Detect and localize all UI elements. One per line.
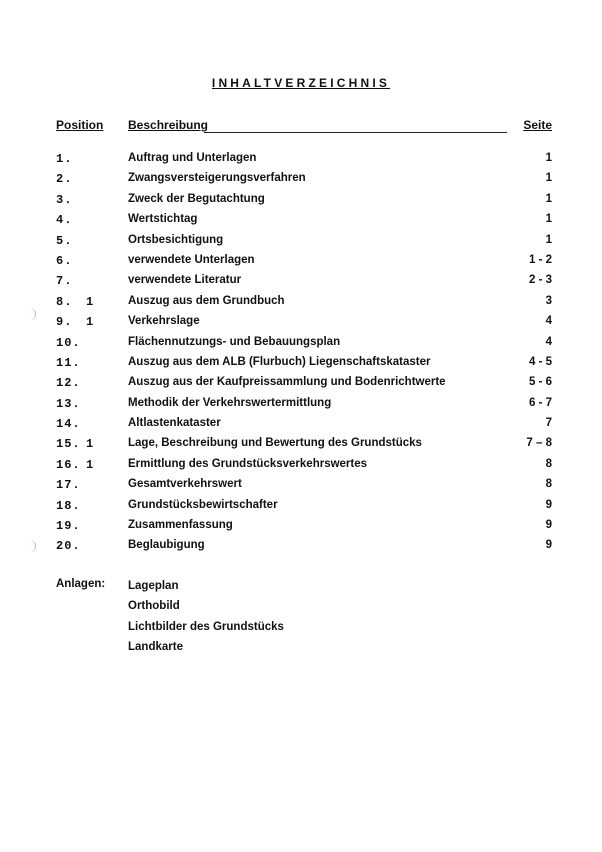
toc-number: 2. xyxy=(56,172,73,187)
toc-page: 9 xyxy=(545,519,552,532)
toc-description: Grundstücksbewirtschafter xyxy=(128,498,278,511)
toc-description: verwendete Unterlagen xyxy=(128,253,255,266)
toc-page: 9 xyxy=(545,539,552,552)
toc-description: Zweck der Begutachtung xyxy=(128,192,265,205)
toc-number: 5. xyxy=(56,233,73,248)
toc-row xyxy=(0,517,602,537)
toc-row xyxy=(0,456,602,476)
toc-description: Lage, Beschreibung und Bewertung des Grundstücks xyxy=(128,437,422,450)
toc-page: 8 xyxy=(545,478,552,491)
toc-number: 9. xyxy=(56,315,73,330)
toc-row xyxy=(0,252,602,272)
toc-description: Auszug aus dem Grundbuch xyxy=(128,294,285,307)
document-title: INHALTVERZEICHNIS xyxy=(211,76,391,90)
toc-number: 10. xyxy=(56,335,81,350)
header-page: Seite xyxy=(523,118,552,132)
annex-label: Anlagen: xyxy=(56,578,106,590)
toc-description: Zusammenfassung xyxy=(128,519,233,532)
toc-page: 9 xyxy=(545,498,552,511)
toc-number: 1. xyxy=(56,152,73,166)
toc-description: Ermittlung des Grundstücksverkehrswertes xyxy=(128,457,368,470)
toc-description: Altlastenkataster xyxy=(128,417,221,430)
toc-description: Flächennutzungs- und Bebauungsplan xyxy=(128,335,341,348)
toc-page: 3 xyxy=(545,294,552,307)
toc-number: 8. xyxy=(56,294,73,309)
toc-number: 13. xyxy=(56,396,81,411)
toc-description: Auszug aus dem ALB (Flurbuch) Liegenschaftskataster xyxy=(128,355,431,368)
toc-number: 15. xyxy=(56,437,81,452)
toc-row xyxy=(0,415,602,435)
toc-row xyxy=(0,293,602,313)
annex-item: Lichtbilder des Grundstücks xyxy=(128,620,284,633)
toc-page: 7 xyxy=(545,417,552,430)
toc-row xyxy=(0,354,602,374)
toc-row xyxy=(0,476,602,496)
toc-description: Wertstichtag xyxy=(128,213,198,226)
toc-row xyxy=(0,334,602,354)
toc-page: 5 - 6 xyxy=(528,376,552,389)
toc-page: 4 xyxy=(545,335,552,348)
toc-row xyxy=(0,374,602,394)
toc-number: 11. xyxy=(56,355,81,370)
toc-page: 2 - 3 xyxy=(528,274,552,287)
toc-row xyxy=(0,435,602,455)
toc-page: 1 - 2 xyxy=(528,253,552,266)
toc-row xyxy=(0,395,602,415)
toc-description: Ortsbesichtigung xyxy=(128,233,224,246)
toc-number: 3. xyxy=(56,192,73,207)
toc-row xyxy=(0,272,602,292)
toc-row xyxy=(0,537,602,557)
toc-description: Auszug aus der Kaufpreissammlung und Bodenrichtwerte xyxy=(128,376,446,389)
toc-description: Verkehrslage xyxy=(128,315,200,328)
toc-row xyxy=(0,191,602,211)
annex-list xyxy=(128,576,284,657)
toc-row xyxy=(0,232,602,252)
toc-number: 17. xyxy=(56,478,81,493)
toc-row xyxy=(0,313,602,333)
annex-item: Orthobild xyxy=(128,600,180,613)
toc-page: 1 xyxy=(545,192,552,205)
header-position: Position xyxy=(56,118,104,132)
toc-description: Auftrag und Unterlagen xyxy=(128,152,257,164)
toc-list xyxy=(0,150,602,558)
toc-subnumber: 1 xyxy=(86,294,95,309)
toc-page: 8 xyxy=(545,457,552,470)
toc-number: 18. xyxy=(56,498,81,513)
toc-description: Beglaubigung xyxy=(128,539,205,552)
toc-row xyxy=(0,497,602,517)
toc-number: 20. xyxy=(56,539,81,554)
toc-description: Zwangsversteigerungsverfahren xyxy=(128,172,306,185)
toc-page: 4 - 5 xyxy=(528,355,552,368)
toc-subnumber: 1 xyxy=(86,457,95,472)
toc-page: 7 – 8 xyxy=(526,437,552,450)
toc-number: 14. xyxy=(56,417,81,432)
toc-page: 1 xyxy=(545,233,552,246)
toc-row xyxy=(0,211,602,231)
toc-number: 16. xyxy=(56,457,81,472)
toc-number: 4. xyxy=(56,213,73,228)
toc-number: 6. xyxy=(56,253,73,268)
header-description: Beschreibung xyxy=(128,118,209,132)
toc-number: 7. xyxy=(56,274,73,289)
toc-row xyxy=(0,150,602,170)
toc-subnumber: 1 xyxy=(86,315,95,330)
toc-subnumber: 1 xyxy=(86,437,95,452)
toc-page: 6 - 7 xyxy=(528,396,552,409)
toc-description: verwendete Literatur xyxy=(128,274,242,287)
toc-page: 4 xyxy=(545,315,552,328)
header-rule xyxy=(204,132,507,133)
annex-item: Landkarte xyxy=(128,640,183,653)
toc-number: 19. xyxy=(56,519,81,534)
toc-page: 1 xyxy=(545,213,552,226)
toc-description: Methodik der Verkehrswertermittlung xyxy=(128,396,332,409)
toc-page: 1 xyxy=(545,172,552,185)
toc-row xyxy=(0,170,602,190)
annex-item: Lageplan xyxy=(128,580,179,592)
toc-number: 12. xyxy=(56,376,81,391)
toc-page: 1 xyxy=(545,152,552,164)
toc-description: Gesamtverkehrswert xyxy=(128,478,242,491)
